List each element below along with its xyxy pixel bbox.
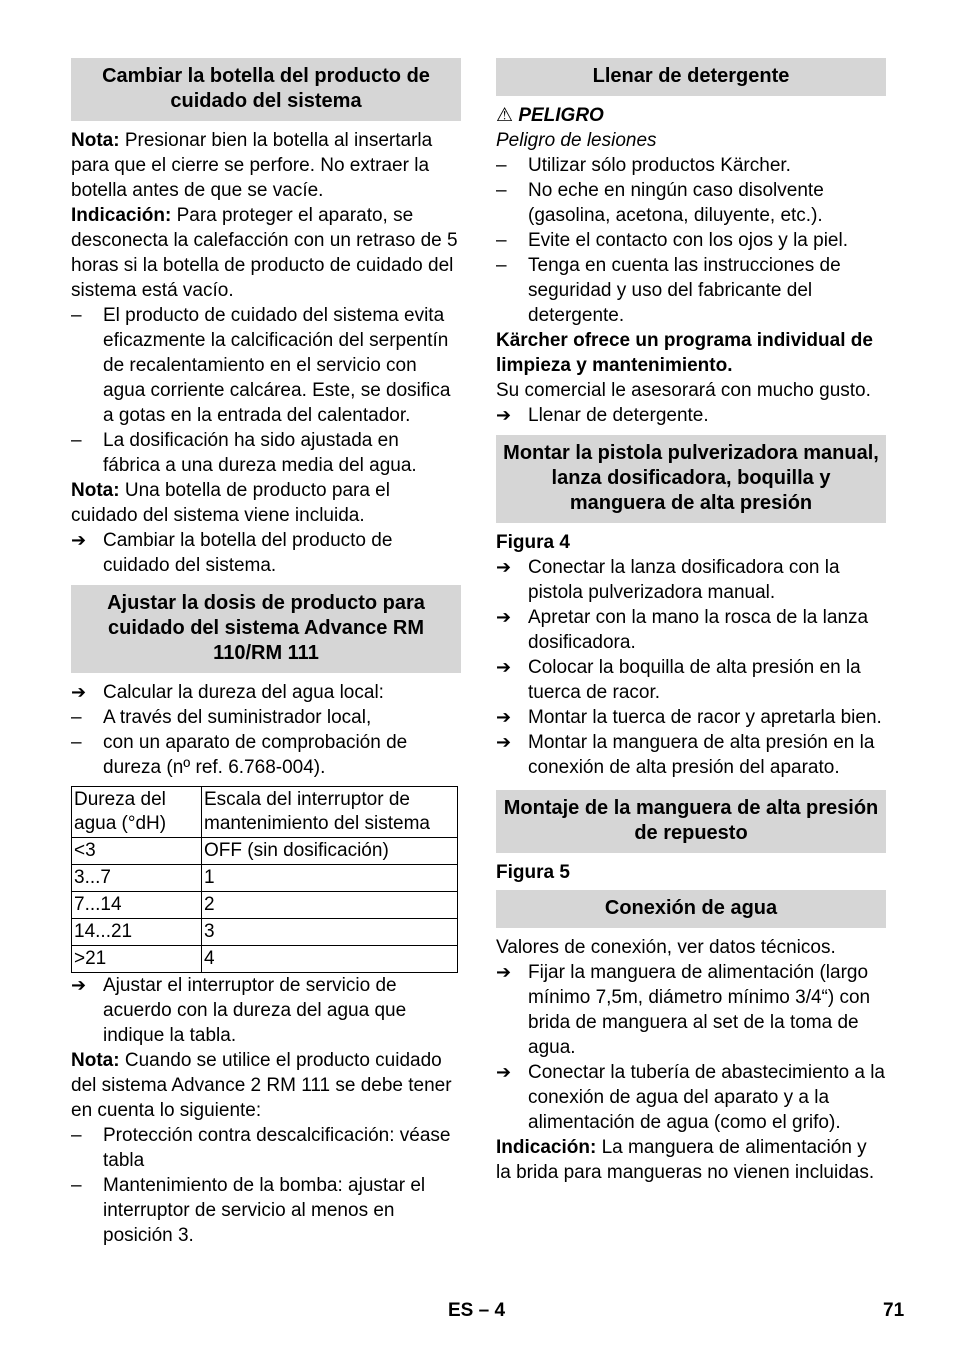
- table-cell: OFF (sin dosificación): [202, 838, 458, 865]
- table-row: [72, 919, 458, 946]
- table-cell: >21: [72, 946, 202, 973]
- section-heading-detergent: Llenar de detergente: [496, 58, 886, 96]
- table-cell: 1: [202, 865, 458, 892]
- step-item: ➔ Montar la tuerca de racor y apretarla bien.: [496, 707, 882, 728]
- step-item: ➔ Conectar la lanza dosificadora con la pistola pulverizadora manual.: [496, 557, 840, 603]
- note-paragraph: Nota: Presionar bien la botella al insertarla para que el cierre se perfore. No extraer la botella antes de que se vacíe.: [71, 130, 433, 201]
- step-item: ➔ Colocar la boquilla de alta presión en la tuerca de racor.: [496, 657, 861, 703]
- table-header-cell: Escala del interruptor de mantenimiento del sistema: [202, 787, 458, 838]
- list-item: – Tenga en cuenta las instrucciones de seguridad y uso del fabricante del detergente.: [496, 255, 841, 326]
- paragraph: Valores de conexión, ver datos técnicos.: [496, 937, 836, 958]
- section-heading-water-connection: Conexión de agua: [496, 890, 886, 928]
- arrow-icon: ➔: [71, 530, 87, 550]
- table-cell: 3: [202, 919, 458, 946]
- table-row: [72, 946, 458, 973]
- water-hardness-table: [71, 786, 458, 973]
- paragraph: Su comercial le asesorará con mucho gusto.: [496, 380, 871, 401]
- dash-marker: –: [496, 255, 507, 276]
- dash-marker: –: [71, 305, 82, 326]
- list-item: – Mantenimiento de la bomba: ajustar el interruptor de servicio al menos en posición 3.: [71, 1175, 426, 1246]
- list-item: – Utilizar sólo productos Kärcher.: [496, 155, 791, 176]
- note-paragraph: Nota: Cuando se utilice el producto cuidado del sistema Advance 2 RM 111 se debe tener en cuenta lo siguiente:: [71, 1050, 452, 1121]
- section-heading-assembly: Montar la pistola pulverizadora manual, lanza dosificadora, boquilla y manguera de alta presión: [496, 435, 886, 523]
- table-row: [72, 892, 458, 919]
- danger-subtitle: Peligro de lesiones: [496, 130, 657, 151]
- step-item: ➔ Fijar la manguera de alimentación (largo mínimo 7,5m, diámetro mínimo 3/4“) con brida de manguera al set de la toma de agua.: [496, 962, 871, 1058]
- step-item: ➔ Llenar de detergente.: [496, 405, 709, 426]
- left-column: [71, 58, 461, 1248]
- dash-marker: –: [71, 1125, 82, 1146]
- indication-paragraph: Indicación: Para proteger el aparato, se desconecta la calefacción con un retraso de 5 horas si la botella de producto de cuidado del sistema está vacío.: [71, 205, 458, 301]
- dash-marker: –: [71, 707, 82, 728]
- figure-reference: Figura 4: [496, 532, 570, 553]
- arrow-icon: ➔: [496, 557, 512, 577]
- list-item: – No eche en ningún caso disolvente (gasolina, acetona, diluyente, etc.).: [496, 180, 824, 226]
- section-heading-replacement-hose: Montaje de la manguera de alta presión de repuesto: [496, 790, 886, 853]
- dash-marker: –: [496, 180, 507, 201]
- table-cell: 2: [202, 892, 458, 919]
- section-heading-change-bottle: Cambiar la botella del producto de cuidado del sistema: [71, 58, 461, 121]
- section-heading-dosage: Ajustar la dosis de producto para cuidado del sistema Advance RM 110/RM 111: [71, 585, 461, 673]
- step-item: ➔ Montar la manguera de alta presión en la conexión de alta presión del aparato.: [496, 732, 875, 778]
- table-header-row: [72, 787, 458, 838]
- dash-marker: –: [71, 430, 82, 451]
- table-cell: 3...7: [72, 865, 202, 892]
- arrow-icon: ➔: [496, 962, 512, 982]
- list-item: – La dosificación ha sido ajustada en fábrica a una dureza media del agua.: [71, 430, 417, 476]
- arrow-icon: ➔: [496, 1062, 512, 1082]
- dash-marker: –: [496, 230, 507, 251]
- table-cell: 7...14: [72, 892, 202, 919]
- table-cell: 14...21: [72, 919, 202, 946]
- arrow-icon: ➔: [496, 607, 512, 627]
- step-item: ➔ Apretar con la mano la rosca de la lanza dosificadora.: [496, 607, 869, 653]
- dash-marker: –: [496, 155, 507, 176]
- arrow-icon: ➔: [71, 682, 87, 702]
- step-item: ➔ Cambiar la botella del producto de cuidado del sistema.: [71, 530, 393, 576]
- right-column: [496, 58, 886, 1185]
- note-paragraph: Nota: Una botella de producto para el cuidado del sistema viene incluida.: [71, 480, 390, 526]
- table-row: [72, 865, 458, 892]
- table-cell: <3: [72, 838, 202, 865]
- page-number: 71: [883, 1300, 905, 1321]
- arrow-icon: ➔: [496, 707, 512, 727]
- arrow-icon: ➔: [496, 732, 512, 752]
- step-item: ➔ Calcular la dureza del agua local:: [71, 682, 384, 703]
- step-item: ➔ Conectar la tubería de abastecimiento a la conexión de agua del aparato y a la alimentación de agua (como el grifo).: [496, 1062, 885, 1133]
- step-item: ➔ Ajustar el interruptor de servicio de acuerdo con la dureza del agua que indique la tabla.: [71, 975, 407, 1046]
- list-item: – A través del suministrador local,: [71, 707, 372, 728]
- bold-paragraph: Kärcher ofrece un programa individual de limpieza y mantenimiento.: [496, 330, 873, 376]
- arrow-icon: ➔: [496, 405, 512, 425]
- list-item: – El producto de cuidado del sistema evita eficazmente la calcificación del serpentín de recalentamiento en el servicio con agua corriente calcárea. Este, se dosifica a gotas en la entrada del calentador.: [71, 305, 451, 426]
- figure-reference: Figura 5: [496, 862, 570, 883]
- table-cell: 4: [202, 946, 458, 973]
- list-item: – Protección contra descalcificación: véase tabla: [71, 1125, 451, 1171]
- indication-paragraph: Indicación: La manguera de alimentación y la brida para mangueras no vienen incluidas.: [496, 1137, 875, 1183]
- warning-icon: ⚠: [496, 105, 514, 126]
- danger-warning: ⚠ PELIGRO: [496, 105, 604, 126]
- dash-marker: –: [71, 732, 82, 753]
- table-row: [72, 838, 458, 865]
- arrow-icon: ➔: [496, 657, 512, 677]
- table-header-cell: Dureza del agua (°dH): [72, 787, 202, 838]
- arrow-icon: ➔: [71, 975, 87, 995]
- list-item: – Evite el contacto con los ojos y la piel.: [496, 230, 849, 251]
- dash-marker: –: [71, 1175, 82, 1196]
- footer-language-page: ES – 4: [448, 1300, 506, 1321]
- list-item: – con un aparato de comprobación de dureza (nº ref. 6.768-004).: [71, 732, 408, 778]
